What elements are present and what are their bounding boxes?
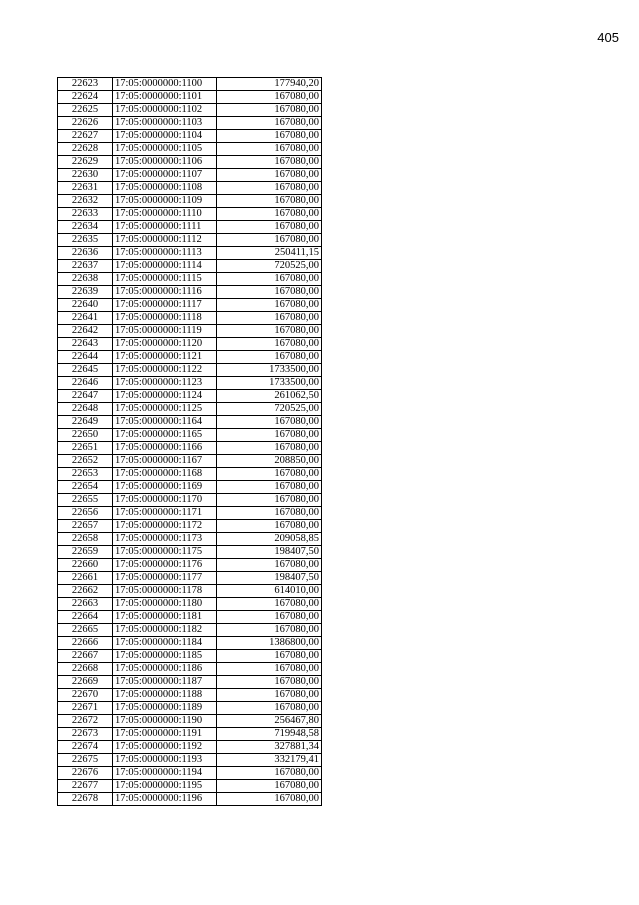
row-number-cell: 22665 bbox=[58, 624, 113, 637]
table-row bbox=[58, 520, 322, 533]
table-row bbox=[58, 273, 322, 286]
table-row bbox=[58, 533, 322, 546]
cadastral-number-cell: 17:05:0000000:1194 bbox=[113, 767, 217, 780]
table-row bbox=[58, 728, 322, 741]
row-number-cell: 22632 bbox=[58, 195, 113, 208]
value-cell: 1386800,00 bbox=[217, 637, 322, 650]
table-row bbox=[58, 403, 322, 416]
row-number-cell: 22633 bbox=[58, 208, 113, 221]
cadastral-number-cell: 17:05:0000000:1122 bbox=[113, 364, 217, 377]
value-cell: 209058,85 bbox=[217, 533, 322, 546]
value-cell: 167080,00 bbox=[217, 494, 322, 507]
value-cell: 1733500,00 bbox=[217, 364, 322, 377]
table-row bbox=[58, 156, 322, 169]
table-row bbox=[58, 598, 322, 611]
row-number-cell: 22638 bbox=[58, 273, 113, 286]
table-row bbox=[58, 312, 322, 325]
row-number-cell: 22646 bbox=[58, 377, 113, 390]
row-number-cell: 22653 bbox=[58, 468, 113, 481]
cadastral-number-cell: 17:05:0000000:1105 bbox=[113, 143, 217, 156]
cadastral-number-cell: 17:05:0000000:1173 bbox=[113, 533, 217, 546]
value-cell: 167080,00 bbox=[217, 689, 322, 702]
table-row bbox=[58, 260, 322, 273]
value-cell: 198407,50 bbox=[217, 546, 322, 559]
cadastral-number-cell: 17:05:0000000:1119 bbox=[113, 325, 217, 338]
value-cell: 1733500,00 bbox=[217, 377, 322, 390]
value-cell: 719948,58 bbox=[217, 728, 322, 741]
table-row bbox=[58, 624, 322, 637]
value-cell: 167080,00 bbox=[217, 208, 322, 221]
table-row bbox=[58, 234, 322, 247]
cadastral-number-cell: 17:05:0000000:1171 bbox=[113, 507, 217, 520]
table-row bbox=[58, 416, 322, 429]
cadastral-number-cell: 17:05:0000000:1196 bbox=[113, 793, 217, 806]
value-cell: 167080,00 bbox=[217, 611, 322, 624]
table-row bbox=[58, 390, 322, 403]
row-number-cell: 22628 bbox=[58, 143, 113, 156]
value-cell: 250411,15 bbox=[217, 247, 322, 260]
row-number-cell: 22645 bbox=[58, 364, 113, 377]
row-number-cell: 22626 bbox=[58, 117, 113, 130]
value-cell: 167080,00 bbox=[217, 598, 322, 611]
row-number-cell: 22635 bbox=[58, 234, 113, 247]
value-cell: 167080,00 bbox=[217, 468, 322, 481]
table-row bbox=[58, 104, 322, 117]
value-cell: 720525,00 bbox=[217, 403, 322, 416]
value-cell: 256467,80 bbox=[217, 715, 322, 728]
row-number-cell: 22644 bbox=[58, 351, 113, 364]
value-cell: 167080,00 bbox=[217, 117, 322, 130]
table-row bbox=[58, 611, 322, 624]
value-cell: 167080,00 bbox=[217, 507, 322, 520]
row-number-cell: 22656 bbox=[58, 507, 113, 520]
table-row bbox=[58, 650, 322, 663]
page-number: 405 bbox=[597, 30, 619, 45]
cadastral-number-cell: 17:05:0000000:1189 bbox=[113, 702, 217, 715]
value-cell: 167080,00 bbox=[217, 195, 322, 208]
row-number-cell: 22678 bbox=[58, 793, 113, 806]
table-row bbox=[58, 689, 322, 702]
row-number-cell: 22648 bbox=[58, 403, 113, 416]
row-number-cell: 22659 bbox=[58, 546, 113, 559]
value-cell: 177940,20 bbox=[217, 78, 322, 91]
cadastral-number-cell: 17:05:0000000:1191 bbox=[113, 728, 217, 741]
table-row bbox=[58, 559, 322, 572]
value-cell: 167080,00 bbox=[217, 793, 322, 806]
value-cell: 167080,00 bbox=[217, 702, 322, 715]
value-cell: 167080,00 bbox=[217, 169, 322, 182]
table-row bbox=[58, 546, 322, 559]
value-cell: 167080,00 bbox=[217, 442, 322, 455]
cadastral-number-cell: 17:05:0000000:1172 bbox=[113, 520, 217, 533]
cadastral-number-cell: 17:05:0000000:1114 bbox=[113, 260, 217, 273]
table-row bbox=[58, 221, 322, 234]
cadastral-number-cell: 17:05:0000000:1110 bbox=[113, 208, 217, 221]
table-row bbox=[58, 793, 322, 806]
table-row bbox=[58, 286, 322, 299]
row-number-cell: 22661 bbox=[58, 572, 113, 585]
cadastral-number-cell: 17:05:0000000:1101 bbox=[113, 91, 217, 104]
value-cell: 167080,00 bbox=[217, 91, 322, 104]
cadastral-number-cell: 17:05:0000000:1176 bbox=[113, 559, 217, 572]
value-cell: 167080,00 bbox=[217, 182, 322, 195]
value-cell: 167080,00 bbox=[217, 286, 322, 299]
value-cell: 167080,00 bbox=[217, 520, 322, 533]
row-number-cell: 22629 bbox=[58, 156, 113, 169]
row-number-cell: 22677 bbox=[58, 780, 113, 793]
row-number-cell: 22640 bbox=[58, 299, 113, 312]
table-row bbox=[58, 143, 322, 156]
cadastral-number-cell: 17:05:0000000:1190 bbox=[113, 715, 217, 728]
cadastral-number-cell: 17:05:0000000:1180 bbox=[113, 598, 217, 611]
value-cell: 167080,00 bbox=[217, 663, 322, 676]
cadastral-number-cell: 17:05:0000000:1112 bbox=[113, 234, 217, 247]
row-number-cell: 22630 bbox=[58, 169, 113, 182]
cadastral-number-cell: 17:05:0000000:1195 bbox=[113, 780, 217, 793]
table-row bbox=[58, 468, 322, 481]
row-number-cell: 22643 bbox=[58, 338, 113, 351]
cadastral-number-cell: 17:05:0000000:1178 bbox=[113, 585, 217, 598]
row-number-cell: 22642 bbox=[58, 325, 113, 338]
cadastral-table-body bbox=[58, 78, 322, 806]
row-number-cell: 22663 bbox=[58, 598, 113, 611]
cadastral-number-cell: 17:05:0000000:1175 bbox=[113, 546, 217, 559]
value-cell: 167080,00 bbox=[217, 624, 322, 637]
table-row bbox=[58, 507, 322, 520]
cadastral-number-cell: 17:05:0000000:1123 bbox=[113, 377, 217, 390]
cadastral-number-cell: 17:05:0000000:1187 bbox=[113, 676, 217, 689]
row-number-cell: 22641 bbox=[58, 312, 113, 325]
value-cell: 167080,00 bbox=[217, 559, 322, 572]
row-number-cell: 22636 bbox=[58, 247, 113, 260]
cadastral-number-cell: 17:05:0000000:1116 bbox=[113, 286, 217, 299]
cadastral-number-cell: 17:05:0000000:1113 bbox=[113, 247, 217, 260]
table-row bbox=[58, 702, 322, 715]
row-number-cell: 22658 bbox=[58, 533, 113, 546]
row-number-cell: 22647 bbox=[58, 390, 113, 403]
row-number-cell: 22652 bbox=[58, 455, 113, 468]
row-number-cell: 22676 bbox=[58, 767, 113, 780]
cadastral-number-cell: 17:05:0000000:1177 bbox=[113, 572, 217, 585]
cadastral-number-cell: 17:05:0000000:1184 bbox=[113, 637, 217, 650]
value-cell: 332179,41 bbox=[217, 754, 322, 767]
row-number-cell: 22669 bbox=[58, 676, 113, 689]
table-row bbox=[58, 351, 322, 364]
row-number-cell: 22651 bbox=[58, 442, 113, 455]
value-cell: 720525,00 bbox=[217, 260, 322, 273]
cadastral-number-cell: 17:05:0000000:1182 bbox=[113, 624, 217, 637]
cadastral-number-cell: 17:05:0000000:1168 bbox=[113, 468, 217, 481]
table-row bbox=[58, 663, 322, 676]
table-row bbox=[58, 481, 322, 494]
table-row bbox=[58, 325, 322, 338]
row-number-cell: 22666 bbox=[58, 637, 113, 650]
cadastral-number-cell: 17:05:0000000:1124 bbox=[113, 390, 217, 403]
table-row bbox=[58, 754, 322, 767]
cadastral-number-cell: 17:05:0000000:1125 bbox=[113, 403, 217, 416]
row-number-cell: 22674 bbox=[58, 741, 113, 754]
row-number-cell: 22675 bbox=[58, 754, 113, 767]
table-row bbox=[58, 585, 322, 598]
value-cell: 198407,50 bbox=[217, 572, 322, 585]
cadastral-number-cell: 17:05:0000000:1115 bbox=[113, 273, 217, 286]
row-number-cell: 22668 bbox=[58, 663, 113, 676]
cadastral-table bbox=[57, 77, 322, 806]
value-cell: 167080,00 bbox=[217, 299, 322, 312]
row-number-cell: 22660 bbox=[58, 559, 113, 572]
cadastral-number-cell: 17:05:0000000:1117 bbox=[113, 299, 217, 312]
value-cell: 167080,00 bbox=[217, 416, 322, 429]
value-cell: 167080,00 bbox=[217, 481, 322, 494]
table-row bbox=[58, 299, 322, 312]
table-row bbox=[58, 572, 322, 585]
row-number-cell: 22624 bbox=[58, 91, 113, 104]
cadastral-number-cell: 17:05:0000000:1108 bbox=[113, 182, 217, 195]
value-cell: 167080,00 bbox=[217, 143, 322, 156]
cadastral-number-cell: 17:05:0000000:1100 bbox=[113, 78, 217, 91]
table-row bbox=[58, 780, 322, 793]
value-cell: 167080,00 bbox=[217, 780, 322, 793]
table-row bbox=[58, 91, 322, 104]
value-cell: 167080,00 bbox=[217, 429, 322, 442]
value-cell: 167080,00 bbox=[217, 104, 322, 117]
table-row bbox=[58, 338, 322, 351]
row-number-cell: 22627 bbox=[58, 130, 113, 143]
cadastral-number-cell: 17:05:0000000:1193 bbox=[113, 754, 217, 767]
value-cell: 167080,00 bbox=[217, 130, 322, 143]
cadastral-number-cell: 17:05:0000000:1165 bbox=[113, 429, 217, 442]
table-row bbox=[58, 195, 322, 208]
row-number-cell: 22672 bbox=[58, 715, 113, 728]
row-number-cell: 22662 bbox=[58, 585, 113, 598]
row-number-cell: 22654 bbox=[58, 481, 113, 494]
cadastral-number-cell: 17:05:0000000:1103 bbox=[113, 117, 217, 130]
row-number-cell: 22623 bbox=[58, 78, 113, 91]
row-number-cell: 22634 bbox=[58, 221, 113, 234]
cadastral-number-cell: 17:05:0000000:1167 bbox=[113, 455, 217, 468]
value-cell: 614010,00 bbox=[217, 585, 322, 598]
table-row bbox=[58, 429, 322, 442]
cadastral-number-cell: 17:05:0000000:1118 bbox=[113, 312, 217, 325]
row-number-cell: 22639 bbox=[58, 286, 113, 299]
cadastral-number-cell: 17:05:0000000:1188 bbox=[113, 689, 217, 702]
table-row bbox=[58, 377, 322, 390]
row-number-cell: 22637 bbox=[58, 260, 113, 273]
row-number-cell: 22625 bbox=[58, 104, 113, 117]
cadastral-number-cell: 17:05:0000000:1102 bbox=[113, 104, 217, 117]
value-cell: 167080,00 bbox=[217, 325, 322, 338]
cadastral-number-cell: 17:05:0000000:1185 bbox=[113, 650, 217, 663]
value-cell: 261062,50 bbox=[217, 390, 322, 403]
row-number-cell: 22657 bbox=[58, 520, 113, 533]
row-number-cell: 22649 bbox=[58, 416, 113, 429]
table-row bbox=[58, 117, 322, 130]
cadastral-number-cell: 17:05:0000000:1170 bbox=[113, 494, 217, 507]
row-number-cell: 22631 bbox=[58, 182, 113, 195]
value-cell: 327881,34 bbox=[217, 741, 322, 754]
table-row bbox=[58, 364, 322, 377]
table-row bbox=[58, 208, 322, 221]
value-cell: 167080,00 bbox=[217, 351, 322, 364]
value-cell: 167080,00 bbox=[217, 273, 322, 286]
cadastral-number-cell: 17:05:0000000:1192 bbox=[113, 741, 217, 754]
table-row bbox=[58, 741, 322, 754]
table-row bbox=[58, 247, 322, 260]
table-row bbox=[58, 182, 322, 195]
row-number-cell: 22670 bbox=[58, 689, 113, 702]
value-cell: 167080,00 bbox=[217, 221, 322, 234]
row-number-cell: 22650 bbox=[58, 429, 113, 442]
value-cell: 167080,00 bbox=[217, 650, 322, 663]
cadastral-number-cell: 17:05:0000000:1106 bbox=[113, 156, 217, 169]
cadastral-number-cell: 17:05:0000000:1164 bbox=[113, 416, 217, 429]
row-number-cell: 22664 bbox=[58, 611, 113, 624]
value-cell: 167080,00 bbox=[217, 767, 322, 780]
row-number-cell: 22667 bbox=[58, 650, 113, 663]
table-row bbox=[58, 169, 322, 182]
table-row bbox=[58, 676, 322, 689]
value-cell: 167080,00 bbox=[217, 312, 322, 325]
cadastral-number-cell: 17:05:0000000:1109 bbox=[113, 195, 217, 208]
value-cell: 167080,00 bbox=[217, 156, 322, 169]
table-row bbox=[58, 442, 322, 455]
table-row bbox=[58, 78, 322, 91]
table-row bbox=[58, 455, 322, 468]
table-row bbox=[58, 494, 322, 507]
cadastral-number-cell: 17:05:0000000:1186 bbox=[113, 663, 217, 676]
table-row bbox=[58, 130, 322, 143]
table-row bbox=[58, 637, 322, 650]
table-row bbox=[58, 767, 322, 780]
value-cell: 167080,00 bbox=[217, 676, 322, 689]
cadastral-number-cell: 17:05:0000000:1111 bbox=[113, 221, 217, 234]
cadastral-number-cell: 17:05:0000000:1121 bbox=[113, 351, 217, 364]
cadastral-number-cell: 17:05:0000000:1120 bbox=[113, 338, 217, 351]
table-row bbox=[58, 715, 322, 728]
cadastral-number-cell: 17:05:0000000:1181 bbox=[113, 611, 217, 624]
value-cell: 208850,00 bbox=[217, 455, 322, 468]
row-number-cell: 22655 bbox=[58, 494, 113, 507]
cadastral-number-cell: 17:05:0000000:1169 bbox=[113, 481, 217, 494]
value-cell: 167080,00 bbox=[217, 338, 322, 351]
cadastral-number-cell: 17:05:0000000:1166 bbox=[113, 442, 217, 455]
row-number-cell: 22671 bbox=[58, 702, 113, 715]
row-number-cell: 22673 bbox=[58, 728, 113, 741]
cadastral-number-cell: 17:05:0000000:1107 bbox=[113, 169, 217, 182]
cadastral-number-cell: 17:05:0000000:1104 bbox=[113, 130, 217, 143]
value-cell: 167080,00 bbox=[217, 234, 322, 247]
